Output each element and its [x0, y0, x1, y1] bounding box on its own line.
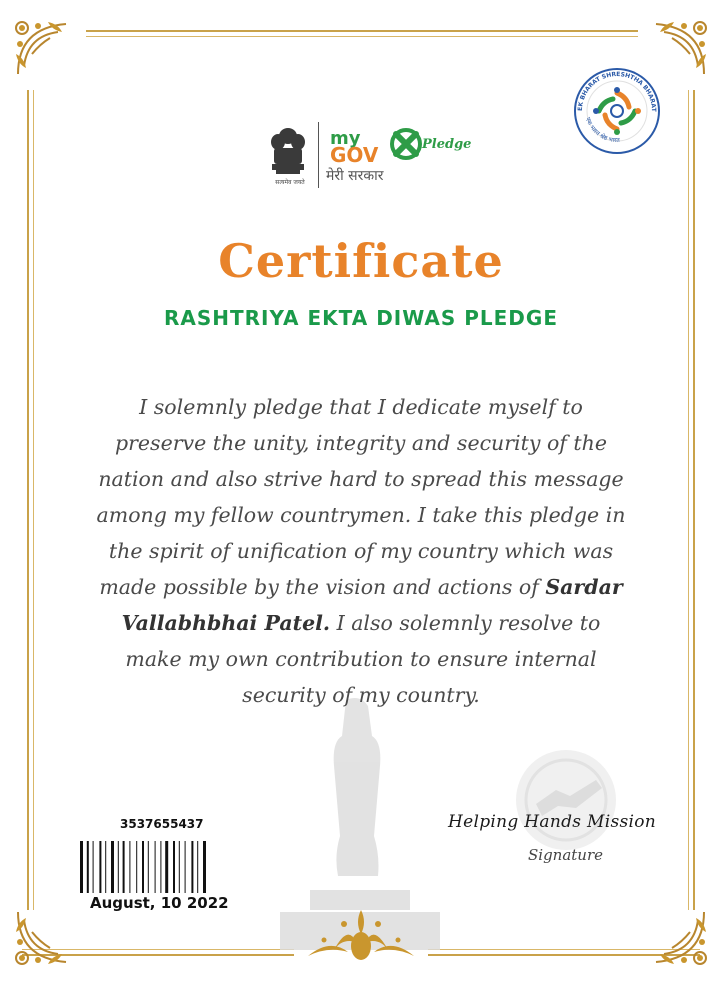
barcode-bar [197, 841, 198, 893]
mygov-pledge-text: Pledge [422, 137, 472, 152]
certificate-title: Certificate [218, 234, 504, 288]
barcode-bar [93, 841, 94, 893]
ek-bharat-shreshtha-bharat-logo [572, 66, 662, 156]
barcode-bar [142, 841, 144, 893]
barcode [80, 841, 260, 893]
pledge-text-part2: I also solemnly resolve to make my own contribution to ensure internal security of my country. [125, 611, 601, 707]
barcode-bar [118, 841, 119, 893]
barcode-bar [191, 841, 193, 893]
mygov-hindi-text: मेरी सरकार [326, 168, 384, 184]
barcode-bar [99, 841, 101, 893]
corner-ornament-top-left [8, 14, 80, 86]
ebsb-ring-text: EK BHARAT SHRESHTHA BHARAT [576, 70, 658, 112]
top-border-line [86, 30, 638, 32]
corner-ornament-bottom-right [642, 900, 714, 972]
barcode-bar [129, 841, 130, 893]
mygov-my-text: my [330, 128, 361, 149]
barcode-bar [80, 841, 83, 893]
certificate-date: August, 10 2022 [90, 894, 229, 912]
barcode-bar [179, 841, 180, 893]
barcode-bar [105, 841, 106, 893]
left-border-line-inner [33, 90, 34, 910]
barcode-bar [155, 841, 156, 893]
barcode-bar [123, 841, 125, 893]
helping-hands-watermark [514, 748, 618, 852]
corner-ornament-bottom-left [8, 900, 80, 972]
bottom-center-ornament [294, 900, 428, 966]
mygov-gov-text: GOV [330, 143, 379, 167]
barcode-bar [87, 841, 89, 893]
signatory-name: Helping Hands Mission [448, 812, 657, 832]
barcode-bar [148, 841, 149, 893]
left-border-line [27, 90, 29, 910]
right-border-line [693, 90, 695, 910]
barcode-bar [136, 841, 137, 893]
ebsb-hindi-text: एक भारत श्रेष्ठ भारत [584, 116, 620, 145]
barcode-bar [173, 841, 175, 893]
barcode-bar [160, 841, 161, 893]
barcode-bar [165, 841, 168, 893]
pledge-text [96, 389, 626, 713]
pledge-text-part1: I solemnly pledge that I dedicate myself to preserve the unity, integrity and security of the nation and also strive hard to spread this message among my fellow countrymen. I take this pledge in the spirit of unification of my country which was made possible by the vision and actions of [96, 395, 626, 599]
logo-divider [318, 122, 319, 188]
signature-label: Signature [528, 846, 604, 864]
emblem-caption: सत्यमेव जयते [275, 179, 305, 186]
barcode-bar [203, 841, 206, 893]
pledge-person-name: Sardar Vallabhbhai Patel. [121, 575, 623, 635]
top-border-line-inner [86, 36, 638, 37]
certificate-subtitle: RASHTRIYA EKTA DIWAS PLEDGE [163, 306, 558, 330]
pledge-hands-icon [392, 130, 420, 158]
barcode-bar [185, 841, 186, 893]
right-border-line-inner [688, 90, 689, 910]
certificate-number: 3537655437 [120, 817, 204, 831]
barcode-bar [111, 841, 114, 893]
